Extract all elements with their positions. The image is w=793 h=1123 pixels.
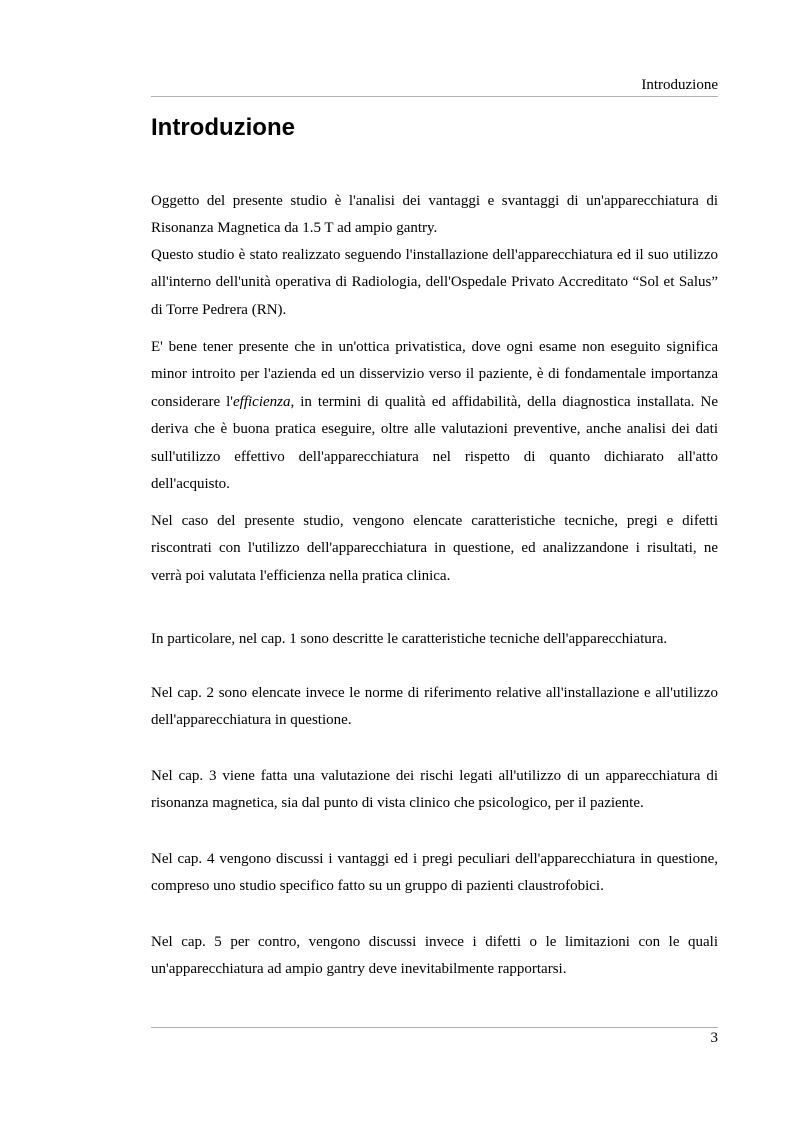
header-divider <box>151 96 718 97</box>
paragraph-efficiency-text-start: E' bene tener presente che in un'ottica privatistica, dove ogni esame non eseguito significa minor introito per l'azienda ed un disservizio verso il paziente, è di fondamentale importanza considerare l' <box>151 339 718 410</box>
paragraph-method: Nel caso del presente studio, vengono elencate caratteristiche tecniche, pregi e difetti riscontrati con l'utilizzo dell'apparecchiatura in questione, ed analizzandone i risultati, ne verrà poi valutata l'efficienza nella pratica clinica. <box>151 513 718 584</box>
paragraph-purpose: Oggetto del presente studio è l'analisi dei vantaggi e svantaggi di un'apparecchiatura di Risonanza Magnetica da 1.5 T ad ampio gantry. <box>151 193 718 237</box>
page-number: 3 <box>710 1030 718 1046</box>
paragraph-chapter-3: Nel cap. 3 viene fatta una valutazione dei rischi legati all'utilizzo di un apparecchiatura di risonanza magnetica, sia dal punto di vista clinico che psicologico, per il paziente. <box>151 768 718 812</box>
running-header: Introduzione <box>641 77 718 93</box>
paragraph-chapter-5: Nel cap. 5 per contro, vengono discussi invece i difetti o le limitazioni con le quali un'apparecchiatura ad ampio gantry deve inevitabilmente rapportarsi. <box>151 934 718 978</box>
emphasis-efficienza: efficienza <box>233 393 291 410</box>
paragraph-chapter-4: Nel cap. 4 vengono discussi i vantaggi ed i pregi peculiari dell'apparecchiatura in questione, compreso uno studio specifico fatto su un gruppo di pazienti claustrofobici. <box>151 851 718 895</box>
paragraph-efficiency-text-end: , in termini di qualità ed affidabilità, della diagnostica installata. Ne deriva che è buona pratica eseguire, oltre alle valutazioni preventive, anche analisi dei dati sull'utilizzo effettivo dell'apparecchiatura nel rispetto di quanto dichiarato all'atto dell'acquisto. <box>151 393 718 493</box>
paragraph-efficiency <box>151 334 718 498</box>
paragraph-context: Questo studio è stato realizzato seguendo l'installazione dell'apparecchiatura ed il suo utilizzo all'interno dell'unità operativa di Radiologia, dell'Ospedale Privato Accreditato “Sol et Salus” di Torre Pedrera (RN). <box>151 247 718 318</box>
chapter-title: Introduzione <box>151 114 295 141</box>
paragraph-chapter-2: Nel cap. 2 sono elencate invece le norme di riferimento relative all'installazione e all'utilizzo dell'apparecchiatura in questione. <box>151 685 718 729</box>
footer-divider <box>151 1027 718 1028</box>
paragraph-chapter-1: In particolare, nel cap. 1 sono descritte le caratteristiche tecniche dell'apparecchiatura. <box>151 631 668 647</box>
